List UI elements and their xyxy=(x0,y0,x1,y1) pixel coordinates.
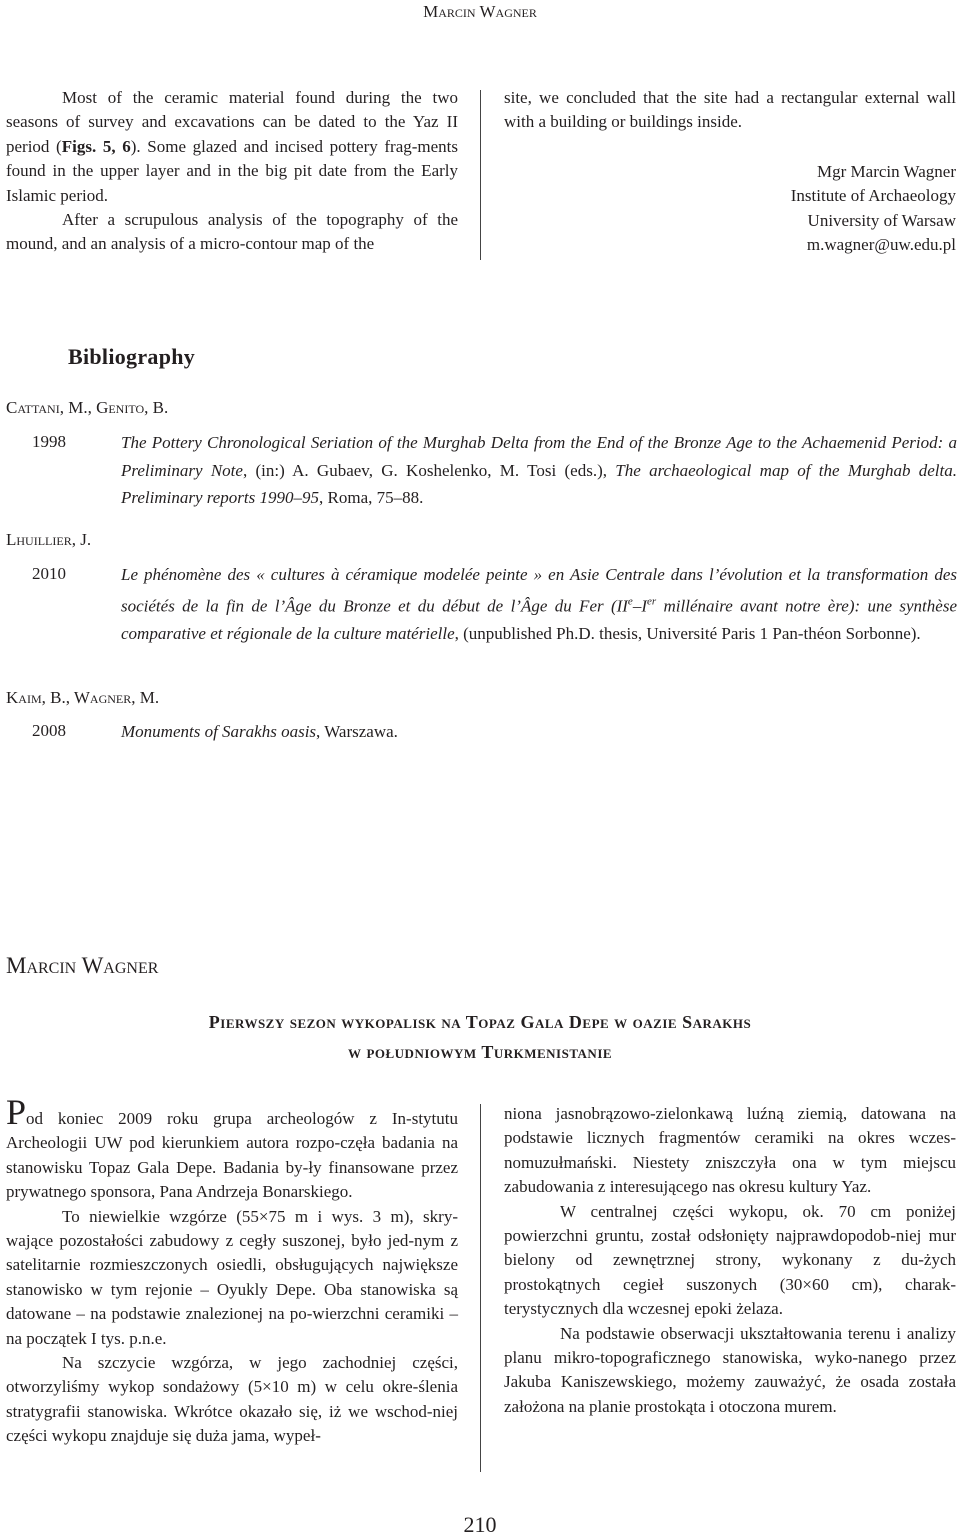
bib-text: , Warszawa. xyxy=(316,722,398,741)
bib-title: Monuments of Sarakhs oasis xyxy=(121,722,317,741)
bib-title: Le phénomène des « cultures à céramique modelée peinte » en Asie Centrale dans l’évolution et la transformation des sociétés de la fin de l’Âge du Bronze et du début de l’Âge du Fer (II xyxy=(121,565,957,616)
paragraph: Na szczycie wzgórza, w jego zachodniej części, otworzyliśmy wykop sondażowy (5×10 m) w celu okre-ślenia stratygrafii stanowiska. Wkrótce okazało się, iż we wschod-niej części wykopu znajduje się duża jama, wypeł- xyxy=(6,1353,458,1446)
bib-text: , Roma, 75–88. xyxy=(319,488,424,507)
paragraph xyxy=(6,1092,458,1205)
paragraph: To niewielkie wzgórze (55×75 m i wys. 3 m), skry-wające pozostałości zabudowy z cegły suszonej, było jed-nym z satelitarnie rozmieszczonych osiedli, obsługujących największe stanowisko w tym rejonie – Oyukly Depe. Oba stanowiska są datowane – na podstawie znalezionej na po-wierzchni ceramiki – na początek I tys. p.n.e. xyxy=(6,1206,458,1348)
english-right-column xyxy=(504,86,956,135)
affiliation-email[interactable]: m.wagner@uw.edu.pl xyxy=(806,235,956,255)
paragraph: W centralnej części wykopu, ok. 70 cm poniżej powierzchni gruntu, został odsłonięty najprawdopodob-niej mur bielony od zewnętrznej strony, wykonany z du-żych prostokątnych cegieł suszonych (30×60 cm), charak-terystycznych dla wczesnej epoki żelaza. xyxy=(504,1201,956,1319)
bib-title: The Pottery Chronological Seriation of the Murghab Delta from the End of the Bronze Age to the Achaemenid Period: a Preliminary Note xyxy=(121,433,957,480)
superscript: er xyxy=(646,595,657,608)
bib-text: , (unpublished Ph.D. thesis, Université Paris 1 Pan-théon Sorbonne). xyxy=(454,623,921,643)
affiliation-institute: Institute of Archaeology xyxy=(790,186,956,206)
bib-title: The archaeological map of the Murghab delta. Preliminary reports 1990–95 xyxy=(121,460,957,507)
bib-reference xyxy=(121,429,957,512)
running-header: Marcin Wagner xyxy=(423,2,537,21)
title-line: w południowym Turkmenistanie xyxy=(347,1042,613,1062)
text: Most of the ceramic material found during the two seasons of survey and excavations can be dated to the Yaz II period ( xyxy=(6,88,458,156)
column-divider xyxy=(480,1104,481,1472)
paragraph: After a scrupulous analysis of the topography of the mound, and an analysis of a micro-contour map of the xyxy=(6,210,458,254)
affiliation-university: University of Warsaw xyxy=(807,210,956,230)
column-divider xyxy=(480,90,481,260)
paragraph: Na podstawie obserwacji ukształtowania terenu i analizy planu mikro-topograficznego stanowiska, wyko-nanego przez Jakuba Kaniszewskiego, możemy zauważyć, że osada została założona na planie prostokąta i otoczona murem. xyxy=(504,1323,956,1416)
bib-reference xyxy=(121,561,957,647)
bib-year: 1998 xyxy=(32,432,66,451)
superscript: e xyxy=(627,595,633,608)
figure-ref[interactable]: Figs. 5, 6 xyxy=(61,136,131,156)
polish-author: Marcin Wagner xyxy=(6,953,159,978)
bib-title: millénaire avant notre ère): une synthèse comparative et régionale de la culture matérielle xyxy=(121,596,957,643)
author-affiliation xyxy=(504,160,956,258)
bib-reference xyxy=(121,718,957,746)
bib-text: , (in:) A. Gubaev, G. Koshelenko, M. Tosi (eds.), xyxy=(242,460,616,480)
drop-cap: P xyxy=(6,1092,27,1132)
bib-author: Lhuillier, J. xyxy=(6,530,92,549)
english-left-column xyxy=(6,86,458,257)
bib-author: Kaim, B., Wagner, M. xyxy=(6,688,160,707)
title-line: Pierwszy sezon wykopalisk na Topaz Gala Depe w oazie Sarakhs xyxy=(208,1012,752,1032)
bib-title: –I xyxy=(632,596,647,616)
page-number: 210 xyxy=(463,1512,497,1537)
paragraph: site, we concluded that the site had a rectangular external wall with a building or buildings inside. xyxy=(504,88,956,132)
polish-right-column xyxy=(504,1102,956,1419)
bib-author: Cattani, M., Genito, B. xyxy=(6,398,169,417)
affiliation-name: Mgr Marcin Wagner xyxy=(817,162,956,181)
text: ). Some glazed and incised pottery frag-ments found in the upper layer and in the big pit date from the Early Islamic period. xyxy=(6,136,459,205)
text: od koniec 2009 roku grupa archeologów z In-stytutu Archeologii UW pod kierunkiem autora rozpo-częła badania na stanowisku Topaz Gala Depe. Badania by-ły finansowane przez prywatnego sponsora, Pana Andrzeja Bonarskiego. xyxy=(6,1109,458,1202)
bib-year: 2010 xyxy=(32,564,66,583)
polish-left-column xyxy=(6,1092,458,1449)
paragraph xyxy=(6,86,458,208)
polish-title xyxy=(0,1007,960,1067)
bib-year: 2008 xyxy=(32,721,66,740)
paragraph: niona jasnobrązowo-zielonkawą luźną ziemią, datowana na podstawie licznych fragmentów ceramiki na okres wczes-nomuzułmański. Niestety zniszczyła ona w tym miejscu zabudowania z interesującego nas okresu kultury Yaz. xyxy=(504,1104,956,1197)
bibliography-heading: Bibliography xyxy=(68,344,196,369)
